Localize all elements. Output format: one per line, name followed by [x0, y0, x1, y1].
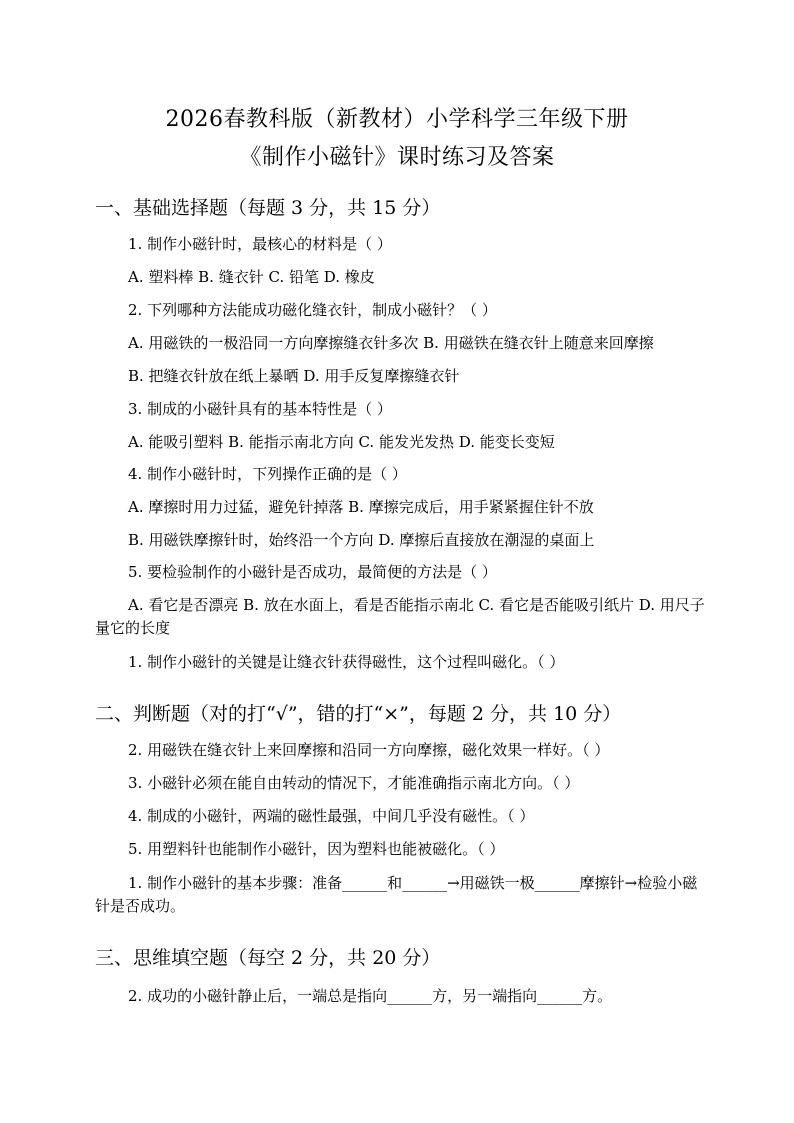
options-line: A. 能吸引塑料 B. 能指示南北方向 C. 能发光发热 D. 能变长变短: [128, 433, 555, 451]
question-line: 2. 成功的小磁针静止后，一端总是指向______方，另一端指向______方。: [128, 987, 613, 1005]
options-line: A. 摩擦时用力过猛，避免针掉落 B. 摩擦完成后，用手紧紧握住针不放: [128, 498, 594, 516]
section-2-heading: 二、判断题（对的打“√”，错的打“×”，每题 2 分，共 10 分）: [95, 703, 622, 725]
question-line: 2. 用磁铁在缝衣针上来回摩擦和沿同一方向摩擦，磁化效果一样好。（ ）: [128, 741, 610, 759]
options-line: A. 用磁铁的一极沿同一方向摩擦缝衣针多次 B. 用磁铁在缝衣针上随意来回摩擦: [128, 334, 654, 352]
section-1-heading: 一、基础选择题（每题 3 分，共 15 分）: [95, 197, 441, 219]
question-line: 1. 制作小磁针的基本步骤：准备______和______→用磁铁一极______摩擦针→检验小磁针是否成功。: [95, 874, 698, 915]
section-3-heading: 三、思维填空题（每空 2 分，共 20 分）: [95, 947, 441, 969]
question-line: 3. 制成的小磁针具有的基本特性是（ ）: [128, 400, 392, 418]
options-line: A. 塑料棒 B. 缝衣针 C. 铅笔 D. 橡皮: [128, 268, 375, 286]
document-title-line-2: 《制作小磁针》课时练习及答案: [239, 145, 555, 170]
question-line: 4. 制作小磁针时，下列操作正确的是（ ）: [128, 465, 407, 483]
question-line: 5. 要检验制作的小磁针是否成功，最简便的方法是（ ）: [128, 563, 497, 581]
question-line: 2. 下列哪种方法能成功磁化缝衣针，制成小磁针？（ ）: [128, 301, 497, 319]
question-line: 1. 制作小磁针的关键是让缝衣针获得磁性，这个过程叫磁化。（ ）: [128, 653, 565, 671]
question-line: 3. 小磁针必须在能自由转动的情况下，才能准确指示南北方向。（ ）: [128, 774, 580, 792]
options-line: A. 看它是否漂亮 B. 放在水面上，看是否能指示南北 C. 看它是否能吸引纸片 D. 用尺子量它的长度: [95, 596, 705, 637]
options-line: B. 把缝衣针放在纸上暴晒 D. 用手反复摩擦缝衣针: [128, 367, 460, 385]
question-line: 4. 制成的小磁针，两端的磁性最强，中间几乎没有磁性。（ ）: [128, 807, 535, 825]
question-line: 5. 用塑料针也能制作小磁针，因为塑料也能被磁化。（ ）: [128, 840, 505, 858]
document-title-line-1: 2026春教科版（新教材）小学科学三年级下册: [165, 107, 629, 132]
question-line: 1. 制作小磁针时，最核心的材料是（ ）: [128, 235, 392, 253]
options-line: B. 用磁铁摩擦针时，始终沿一个方向 D. 摩擦后直接放在潮湿的桌面上: [128, 531, 595, 549]
